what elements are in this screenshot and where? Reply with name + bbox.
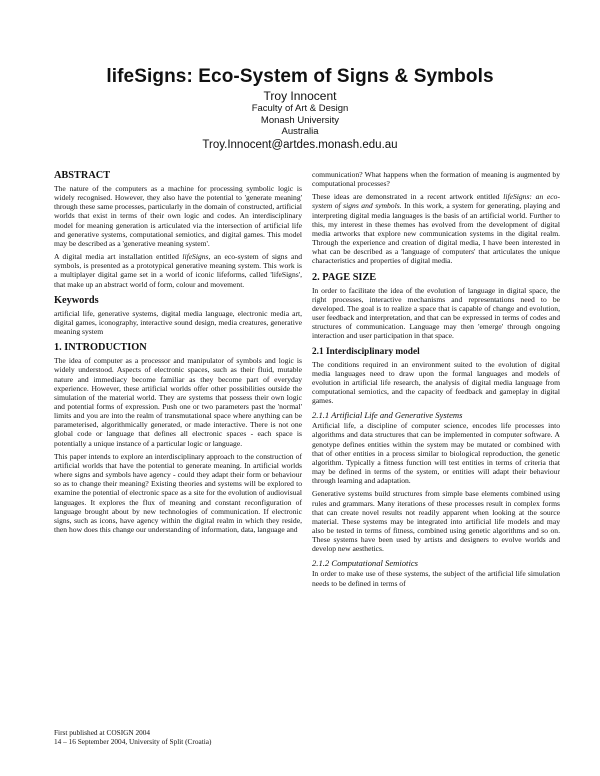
abstract-paragraph-2 [54, 252, 302, 289]
introduction-continued: communication? What happens when the formation of meaning is augmented by computational processes? [312, 170, 560, 189]
footnote [54, 728, 302, 746]
keywords-text: artificial life, generative systems, digital media language, electronic media art, digital games, iconography, interactive sound design, media creatures, generative meaning system [54, 308, 302, 337]
intro-p3-pre: These ideas are demonstrated in a recent artwork entitled [312, 192, 504, 202]
intro-p3-post: In this work, a system for generating, playing and interpreting digital media languages is the basis of an artificial world. Further to this, my interest in these themes has evolved from the development of digital media artworks that explore new communication systems in the digital realm. Through the experience and creation of digital media, I have been interested in what can be described as a 'language of computers' that articulates the unique characteristics and properties of digital media. [312, 201, 560, 266]
author-name: Troy Innocent [263, 89, 337, 103]
section-2-heading: 2. PAGE SIZE [312, 271, 377, 283]
intro-p3-italic: lifeSigns: an eco-system of signs and symbols. [312, 192, 560, 211]
affiliation-faculty: Faculty of Art & Design [251, 103, 349, 114]
author-email: Troy.Innocent@artdes.monash.edu.au [202, 138, 398, 151]
footnote-line-2: 14 – 16 September 2004, University of Split (Croatia) [54, 737, 212, 747]
introduction-paragraph-1: The idea of computer as a processor and manipulator of symbols and logic is widely understood. Aspects of electronic spaces, such as their fluid, mutable nature and immediacy become familiar as they become part of everyday experience. However, these artificial worlds offer other possibilities outside the simulation of the material world. They are systems that possess their own logic and potential forms of expression. Push one or two parameters past the 'normal' limits and you are into the realm of transmutational space where anything can be parameterised, algorithmically generated, or made interactive. There is not one global code or language that defines all electronic spaces - each space is potentially a unique instance of a particular logic or language. [54, 356, 302, 448]
section-2-1-heading: 2.1 Interdisciplinary model [312, 346, 420, 357]
section-2-1-2-heading: 2.1.2 Computational Semiotics [312, 558, 418, 569]
affiliation-university: Monash University [260, 114, 340, 126]
introduction-paragraph-3 [312, 192, 560, 265]
section-2-1-1-paragraph-2: Generative systems build structures from simple base elements combined using rules and grammars. Many iterations of these processes result in complex forms that can create novel results not readily apparent when looking at the source material. These systems may be integrated into artificial life models and may also be tested in terms of fitness, combined using genetic algorithms and so on. These systems have been used by artists and designers to evolve worlds and develop new aesthetics. [312, 489, 560, 554]
abstract-heading: ABSTRACT [54, 170, 111, 181]
author-block [0, 89, 600, 152]
introduction-heading: 1. INTRODUCTION [54, 342, 147, 354]
footnote-line-1: First published at COSIGN 2004 [54, 728, 151, 737]
keywords-heading: Keywords [54, 294, 99, 306]
section-2-1-1-paragraph-1: Artificial life, a discipline of computer science, encodes life processes into algorithms and data structures that can be implemented in computer software. A genotype defines entities within the system may be mutated or combined with that of other entities in a process similar to biological reproduction, the genetic algorithm. Typically a fitness function will test entities in terms of criteria that may be defined in terms of the system, or entities will adapt their behaviour through learning and adaptation. [312, 421, 560, 486]
paper-title: lifeSigns: Eco-System of Signs & Symbols [106, 66, 494, 87]
right-column [312, 170, 560, 592]
left-column [54, 170, 302, 538]
abstract-p2-pre: A digital media art installation entitled [54, 252, 183, 262]
abstract-p2-post: , an eco-system of signs and symbols, is presented as a prototypical generative meaning system. This work is a multiplayer digital game set in a world of iconic lifeforms, called 'lifeSigns', that make up an abstract world of form, colour and movement. [54, 252, 302, 289]
section-2-paragraph-1: In order to facilitate the idea of the evolution of language in digital space, the right processes, interactive mechanisms and representations need to be developed. The goal is to realize a space that is capable of change and evolution, user feedback and interpretation, and that can be expressed in terms of codes and structures of communication. Language may then 'emerge' through ongoing interaction and user participation in that space. [312, 285, 560, 341]
abstract-p2-italic: lifeSigns [182, 252, 209, 262]
affiliation-country: Australia [281, 126, 319, 137]
section-2-1-2-paragraph-1: In order to make use of these systems, the subject of the artificial life simulation needs to be defined in terms of [312, 569, 560, 588]
introduction-paragraph-2: This paper intends to explore an interdisciplinary approach to the construction of artificial worlds that have the potential to generate meaning. In artificial worlds where signs and symbols have agency - could they adapt their form or behaviour so as to change their meaning? Existing theories and systems will be explored to examine the potential of electronic space as a site for the evolution of audiovisual languages. It explores the flux of meaning and constant reconfiguration of language brought about by new technologies of communication. If electronic signs, such as icons, have agency within the digital realm in which they reside, then how does this change our understanding of information, data, language and [54, 451, 302, 534]
abstract-paragraph-1: The nature of the computers as a machine for processing symbolic logic is widely recognised. However, they also have the potential to 'generate meaning' through these same processes, particularly in the domain of constructed, artificial worlds that exist in terms of their own logic and codes. An interdisciplinary model for meaning generation is articulated via the intersection of artificial life and generative systems, computational semiotics, and digital games. This model may be described as a 'generative meaning system'. [54, 184, 302, 248]
section-2-1-paragraph-1: The conditions required in an environment suited to the evolution of digital media languages need to draw upon the formal languages and models of evolution in artificial life research, the analysis of digital media language from computational semiotics, and the capacity of feedback and gameplay in digital games. [312, 359, 560, 406]
section-2-1-1-heading: 2.1.1 Artificial Life and Generative Systems [312, 410, 463, 421]
